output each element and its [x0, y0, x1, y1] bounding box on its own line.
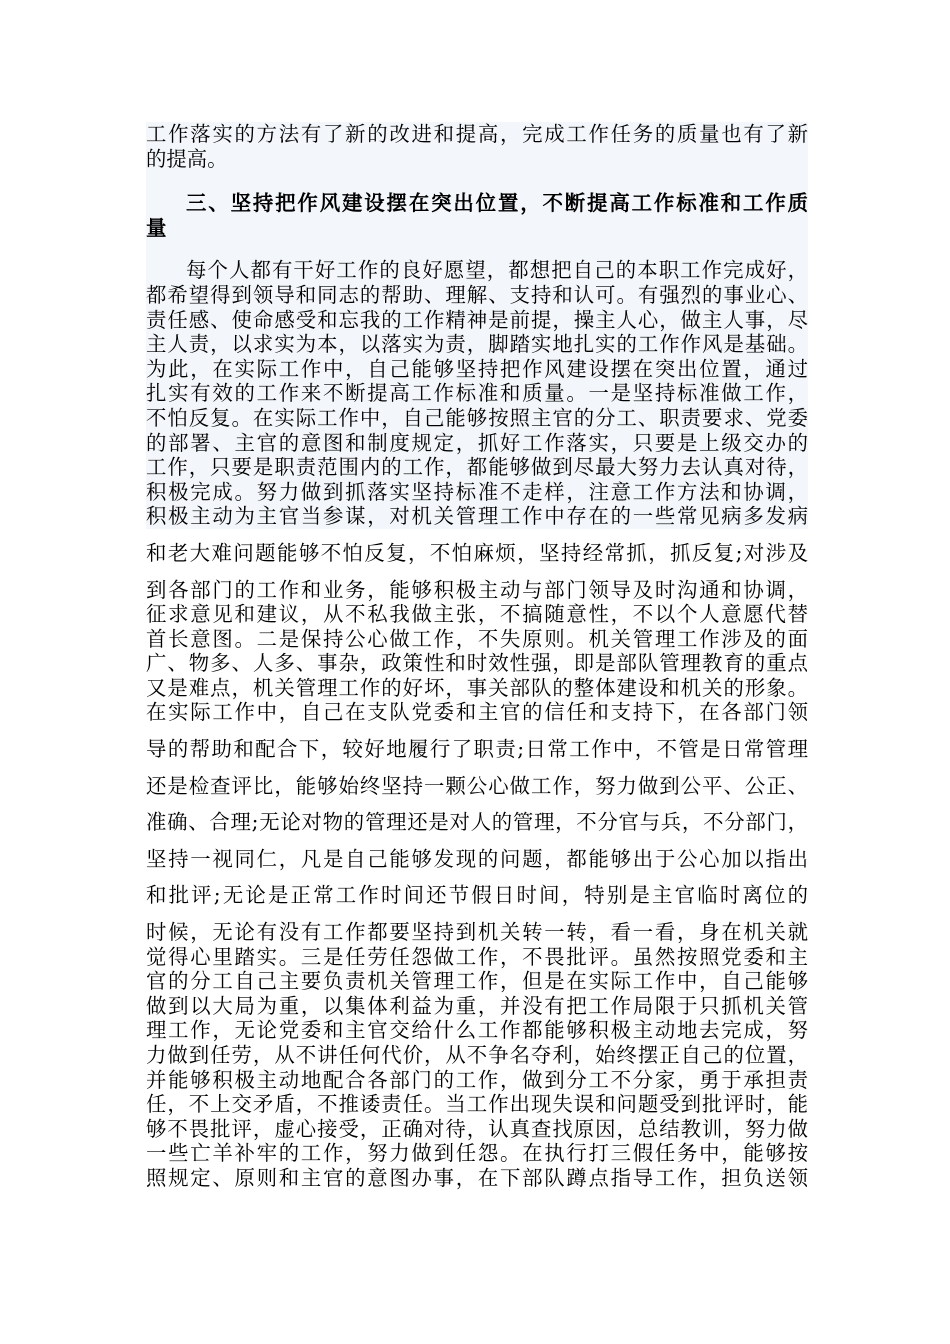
text-line: 主人责，以求实为本，以落实为责，脚踏实地扎实的工作作风是基础。: [146, 332, 808, 357]
text-line: 还是检查评比，能够始终坚持一颗公心做工作，努力做到公平、公正、: [146, 773, 808, 798]
text-line: 到各部门的工作和业务，能够积极主动与部门领导及时沟通和协调，: [146, 577, 808, 602]
text-line: 并能够积极主动地配合各部门的工作，做到分工不分家，勇于承担责: [146, 1067, 808, 1092]
text-line: 一些亡羊补牢的工作，努力做到任怨。在执行打三假任务中，能够按: [146, 1141, 808, 1166]
text-line: 在实际工作中，自己在支队党委和主官的信任和支持下，在各部门领: [146, 700, 808, 725]
text-line: 照规定、原则和主官的意图办事，在下部队蹲点指导工作，担负送领: [146, 1165, 808, 1190]
text-line: 责任感、使命感受和忘我的工作精神是前提，操主人心，做主人事，尽: [146, 307, 808, 332]
text-line: 觉得心里踏实。三是任劳任怨做工作，不畏批评。虽然按照党委和主: [146, 944, 808, 969]
text-line: 力做到任劳，从不讲任何代价，从不争名夺利，始终摆正自己的位置，: [146, 1043, 808, 1067]
text-line: 为此，在实际工作中，自己能够坚持把作风建设摆在突出位置，通过: [146, 356, 808, 381]
text-line: 首长意图。二是保持公心做工作，不失原则。机关管理工作涉及的面: [146, 626, 808, 651]
text-line: 又是难点，机关管理工作的好坏，事关部队的整体建设和机关的形象。: [146, 675, 808, 700]
text-line: 广、物多、人多、事杂，政策性和时效性强，即是部队管理教育的重点: [146, 651, 808, 676]
heading-line: 量: [146, 215, 167, 240]
text-line: 准确、合理;无论对物的管理还是对人的管理，不分官与兵，不分部门，: [146, 810, 808, 835]
text-line: 够不畏批评，虚心接受，正确对待，认真查找原因，总结教训，努力做: [146, 1116, 808, 1141]
text-line: 的提高。: [146, 146, 228, 171]
intro-paragraph: [146, 122, 808, 171]
text-line: 和老大难问题能够不怕反复，不怕麻烦，坚持经常抓，抓反复;对涉及: [146, 540, 808, 565]
text-line: 征求意见和建议，从不私我做主张，不搞随意性，不以个人意愿代替: [146, 602, 808, 627]
text-line: 导的帮助和配合下，较好地履行了职责;日常工作中，不管是日常管理: [146, 737, 808, 762]
body-paragraph: [146, 258, 808, 529]
text-line: 任，不上交矛盾，不推诿责任。当工作出现失误和问题受到批评时，能: [146, 1092, 808, 1117]
paragraph-spacer: [146, 171, 808, 191]
section-heading: [146, 191, 808, 240]
text-line: 工作，只要是职责范围内的工作，都能够做到尽最大努力去认真对待，: [146, 455, 808, 480]
paragraph-spacer: [146, 240, 808, 258]
text-line: 时候，无论有没有工作都要坚持到机关转一转，看一看，身在机关就: [146, 920, 808, 945]
text-line: 官的分工自己主要负责机关管理工作，但是在实际工作中，自己能够: [146, 969, 808, 994]
text-line: 扎实有效的工作来不断提高工作标准和质量。一是坚持标准做工作，: [146, 381, 808, 406]
text-line: 和批评;无论是正常工作时间还节假日时间，特别是主官临时离位的: [146, 883, 808, 908]
text-line: 坚持一视同仁，凡是自己能够发现的问题，都能够出于公心加以指出: [146, 846, 808, 871]
text-line: 做到以大局为重，以集体利益为重，并没有把工作局限于只抓机关管: [146, 993, 808, 1018]
document-content: [146, 122, 808, 1191]
text-line: 每个人都有干好工作的良好愿望，都想把自己的本职工作完成好，: [186, 258, 808, 283]
heading-line: 三、坚持把作风建设摆在突出位置，不断提高工作标准和工作质: [186, 191, 808, 216]
text-line: 不怕反复。在实际工作中，自己能够按照主官的分工、职责要求、党委: [146, 405, 808, 430]
text-line: 的部署、主官的意图和制度规定，抓好工作落实，只要是上级交办的: [146, 430, 808, 455]
body-paragraph-continued: [146, 541, 808, 1191]
text-line: 积极完成。努力做到抓落实坚持标准不走样，注意工作方法和协调，: [146, 479, 808, 504]
text-line: 理工作，无论党委和主官交给什么工作都能够积极主动地去完成，努: [146, 1018, 808, 1043]
text-line: 积极主动为主官当参谋，对机关管理工作中存在的一些常见病多发病: [146, 504, 808, 529]
text-line: 工作落实的方法有了新的改进和提高，完成工作任务的质量也有了新: [146, 122, 808, 146]
text-line: 都希望得到领导和同志的帮助、理解、支持和认可。有强烈的事业心、: [146, 282, 808, 307]
